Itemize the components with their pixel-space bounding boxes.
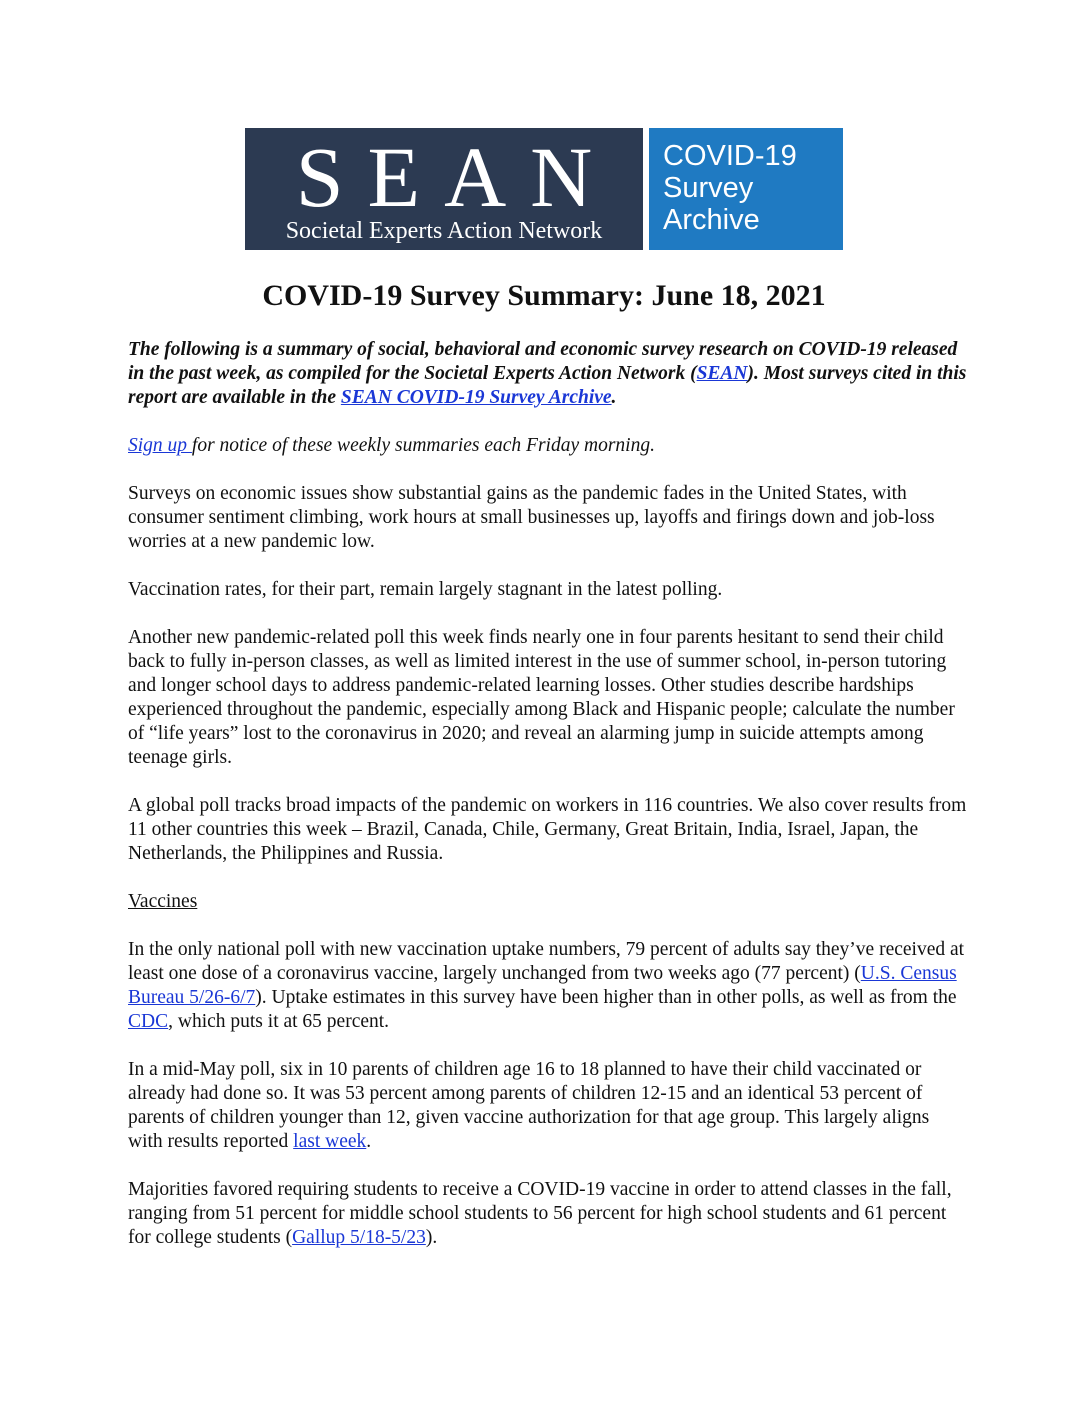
logo-brand-text: SEAN — [295, 129, 617, 225]
signup-paragraph — [128, 434, 968, 458]
census-bureau-link[interactable]: U.S. Census Bureau 5/26-6/7 — [128, 963, 957, 1008]
intro-text-3: . — [611, 387, 617, 408]
cdc-link[interactable]: CDC — [128, 1011, 169, 1032]
logo-archive-line-3: Archive — [663, 204, 760, 236]
vaccines-p1-text-c: , which puts it at 65 percent. — [168, 1011, 390, 1032]
page-title: COVID-19 Survey Summary: June 18, 2021 — [262, 279, 826, 312]
intro-paragraph — [128, 338, 968, 410]
logo-archive-block — [649, 128, 843, 250]
intro-text-2: ). Most surveys cited in this report are available in the — [128, 363, 967, 408]
summary-paragraph-vaccination: Vaccination rates, for their part, remain largely stagnant in the latest polling. — [128, 579, 723, 600]
logo-archive-line-1: COVID-19 — [663, 140, 797, 172]
logo-subtitle: Societal Experts Action Network — [285, 218, 603, 244]
intro-text-1: The following is a summary of social, behavioral and economic survey research on COVID-19 released in the past week, as compiled for the Societal Experts Action Network ( — [128, 339, 958, 384]
document-body — [128, 338, 968, 1274]
signup-text: for notice of these weekly summaries each Friday morning. — [191, 435, 655, 456]
vaccines-paragraph-uptake — [128, 938, 968, 1034]
survey-archive-link[interactable]: SEAN COVID-19 Survey Archive — [340, 387, 612, 408]
vaccines-p1-text-b: ). Uptake estimates in this survey have been higher than in other polls, as well as from the — [255, 987, 957, 1008]
vaccines-paragraph-requirements — [128, 1178, 968, 1250]
vaccines-paragraph-parents — [128, 1058, 968, 1154]
gallup-link[interactable]: Gallup 5/18-5/23 — [292, 1227, 426, 1248]
sean-link[interactable]: SEAN — [696, 363, 748, 384]
vaccines-p2-text-a: In a mid-May poll, six in 10 parents of children age 16 to 18 planned to have their child vaccinated or already had done so. It was 53 percent among parents of children 12-15 and an identical 53 percent of parents of children younger than 12, given vaccine authorization for that age group. This largely aligns with results reported — [128, 1059, 930, 1152]
last-week-link[interactable]: last week — [293, 1131, 367, 1152]
summary-paragraph-economy: Surveys on economic issues show substantial gains as the pandemic fades in the United States, with consumer sentiment climbing, work hours at small businesses up, layoffs and firings down and job-loss worries at a new pandemic low. — [128, 483, 935, 552]
section-heading-vaccines: Vaccines — [128, 891, 198, 912]
vaccines-p1-text-a: In the only national poll with new vaccination uptake numbers, 79 percent of adults say they’ve received at least one dose of a coronavirus vaccine, largely unchanged from two weeks ago (77 percent) ( — [128, 939, 965, 984]
vaccines-p3-text-b: ). — [425, 1227, 438, 1248]
summary-paragraph-schools: Another new pandemic-related poll this week finds nearly one in four parents hesitant to send their child back to fully in-person classes, as well as limited interest in the use of summer school, in-person tutoring and longer school days to address pandemic-related learning losses. Other studies describe hardships experienced throughout the pandemic, especially among Black and Hispanic people; calculate the number of “life years” lost to the coronavirus in 2020; and reveal an alarming jump in suicide attempts among teenage girls. — [128, 627, 955, 768]
sean-logo — [245, 128, 843, 250]
vaccines-p2-text-b: . — [366, 1131, 372, 1152]
logo-sean-block — [245, 128, 643, 250]
vaccines-p3-text-a: Majorities favored requiring students to receive a COVID-19 vaccine in order to attend classes in the fall, ranging from 51 percent for middle school students to 56 percent for high school students and 61 percent for college students ( — [128, 1179, 952, 1248]
signup-link[interactable]: Sign up — [128, 435, 192, 456]
logo-archive-line-2: Survey — [663, 172, 754, 204]
summary-paragraph-global: A global poll tracks broad impacts of the pandemic on workers in 116 countries. We also cover results from 11 other countries this week – Brazil, Canada, Chile, Germany, Great Britain, India, Israel, Japan, the Netherlands, the Philippines and Russia. — [128, 795, 967, 864]
